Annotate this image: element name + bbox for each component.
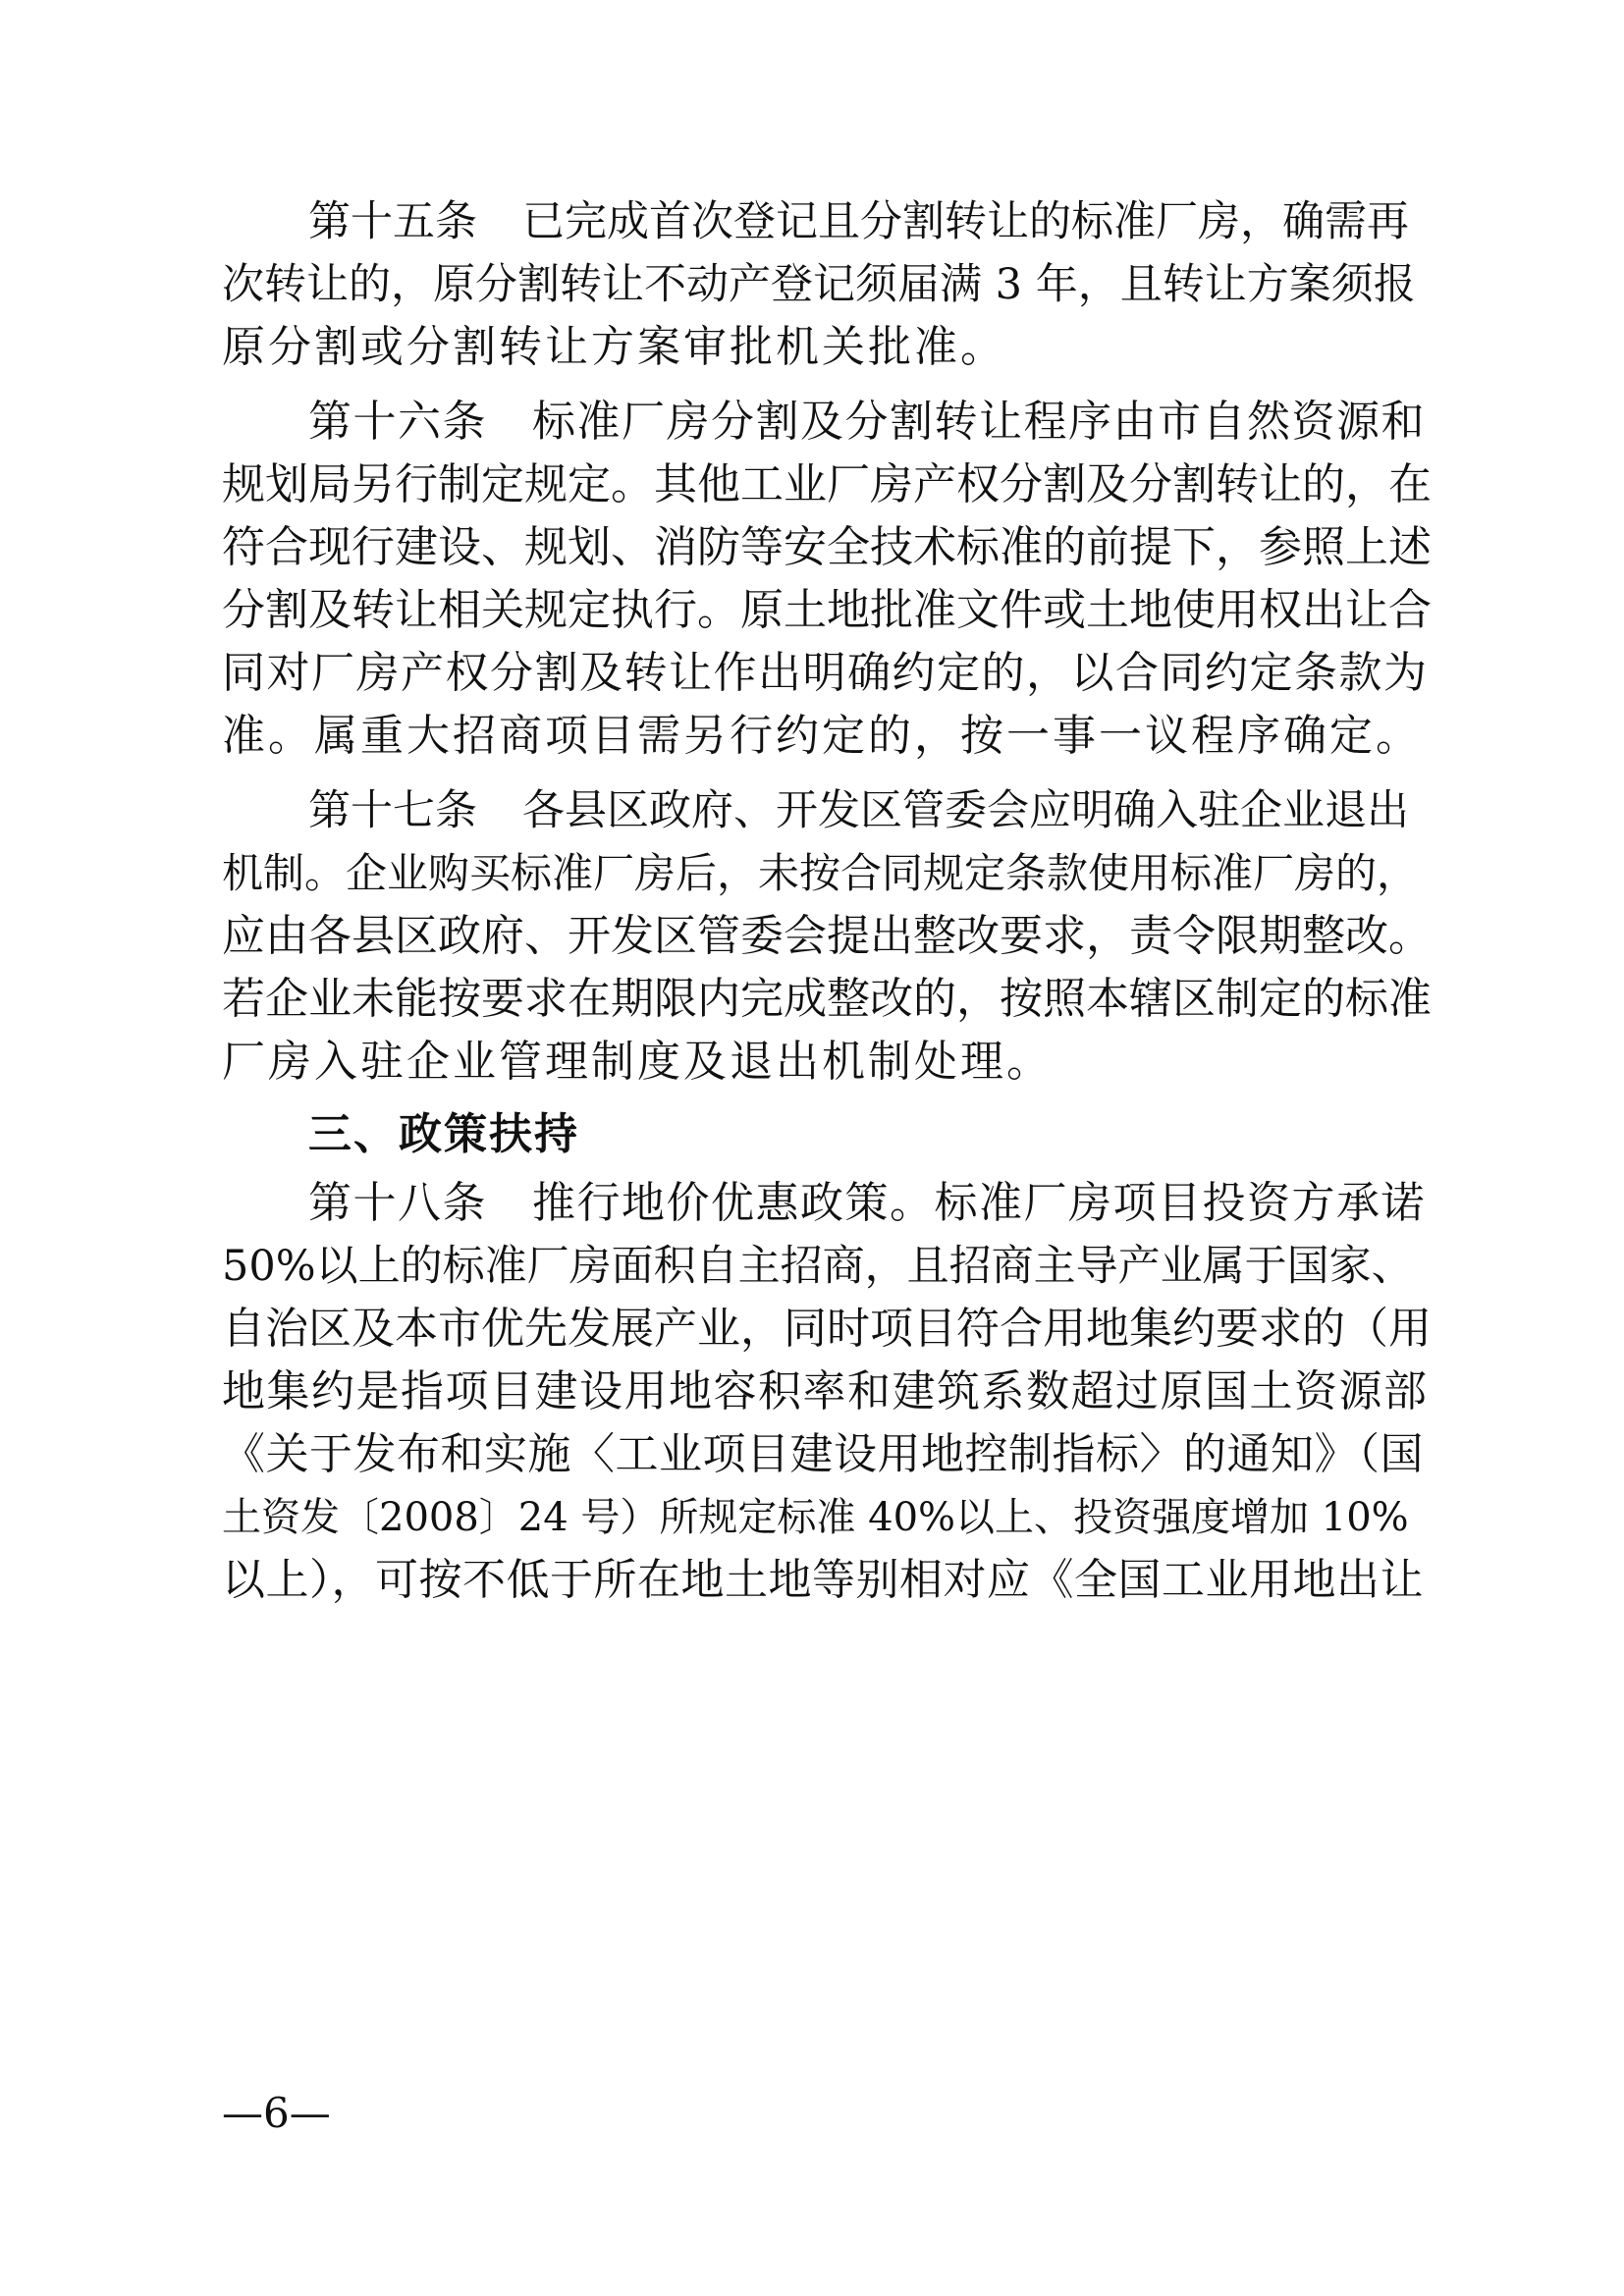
article-16-line-2: 规划局另行制定规定。其他工业厂房产权分割及分割转让的，在 [222, 459, 1432, 509]
article-17-text: 各县区政府、开发区管委会应明确入驻企业退出 [522, 786, 1409, 835]
article-16-number: 第十六条 [308, 397, 487, 447]
article-16-line-6: 准。属重大招商项目需另行约定的，按一事一议程序确定。 [222, 711, 1422, 761]
article-16-line-4: 分割及转让相关规定执行。原土地批准文件或土地使用权出让合 [222, 585, 1432, 635]
article-18-line-4: 地集约是指项目建设用地容积率和建筑系数超过原国土资源部 [222, 1366, 1429, 1416]
article-18-number: 第十八条 [308, 1178, 487, 1228]
page-number: —6— [222, 2089, 331, 2137]
article-15-line-3: 原分割或分割转让方案审批机关批准。 [222, 322, 1006, 372]
article-16-line-3: 符合现行建设、规划、消防等安全技术标准的前提下，参照上述 [222, 522, 1432, 572]
article-18-line-5: 《关于发布和实施〈工业项目建设用地控制指标〉的通知》（国 [222, 1429, 1424, 1479]
article-17-line-5: 厂房入驻企业管理制度及退出机制处理。 [222, 1037, 1053, 1087]
article-18-text: 推行地价优惠政策。标准厂房项目投资方承诺 [532, 1178, 1426, 1228]
article-17-line-4: 若企业未能按要求在期限内完成整改的，按照本辖区制定的标准 [222, 974, 1432, 1024]
article-18-line-3: 自治区及本市优先发展产业，同时项目符合用地集约要求的（用 [222, 1304, 1432, 1354]
article-15-text: 已完成首次登记且分割转让的标准厂房，确需再 [522, 197, 1409, 246]
article-17-line-3: 应由各县区政府、开发区管委会提出整改要求，责令限期整改。 [222, 911, 1432, 961]
article-15-line-2: 次转让的，原分割转让不动产登记须届满 3 年，且转让方案须报 [222, 260, 1416, 309]
section-heading: 三、政策扶持 [308, 1109, 579, 1159]
article-17-line-2: 机制。企业购买标准厂房后，未按合同规定条款使用标准厂房的， [222, 849, 1419, 897]
article-15-number: 第十五条 [308, 197, 477, 246]
article-18-line-6: 土资发〔2008〕24 号）所规定标准 40%以上、投资强度增加 10% [222, 1495, 1409, 1540]
article-16-line-5: 同对厂房产权分割及转让作出明确约定的，以合同约定条款为 [222, 648, 1429, 698]
article-17-number: 第十七条 [308, 786, 477, 835]
article-18-line-2: 50%以上的标准厂房面积自主招商，且招商主导产业属于国家、 [222, 1242, 1414, 1291]
article-18-line-7: 以上），可按不低于所在地土地等别相对应《全国工业用地出让 [222, 1555, 1424, 1605]
article-16-text: 标准厂房分割及分割转让程序由市自然资源和 [532, 397, 1426, 447]
